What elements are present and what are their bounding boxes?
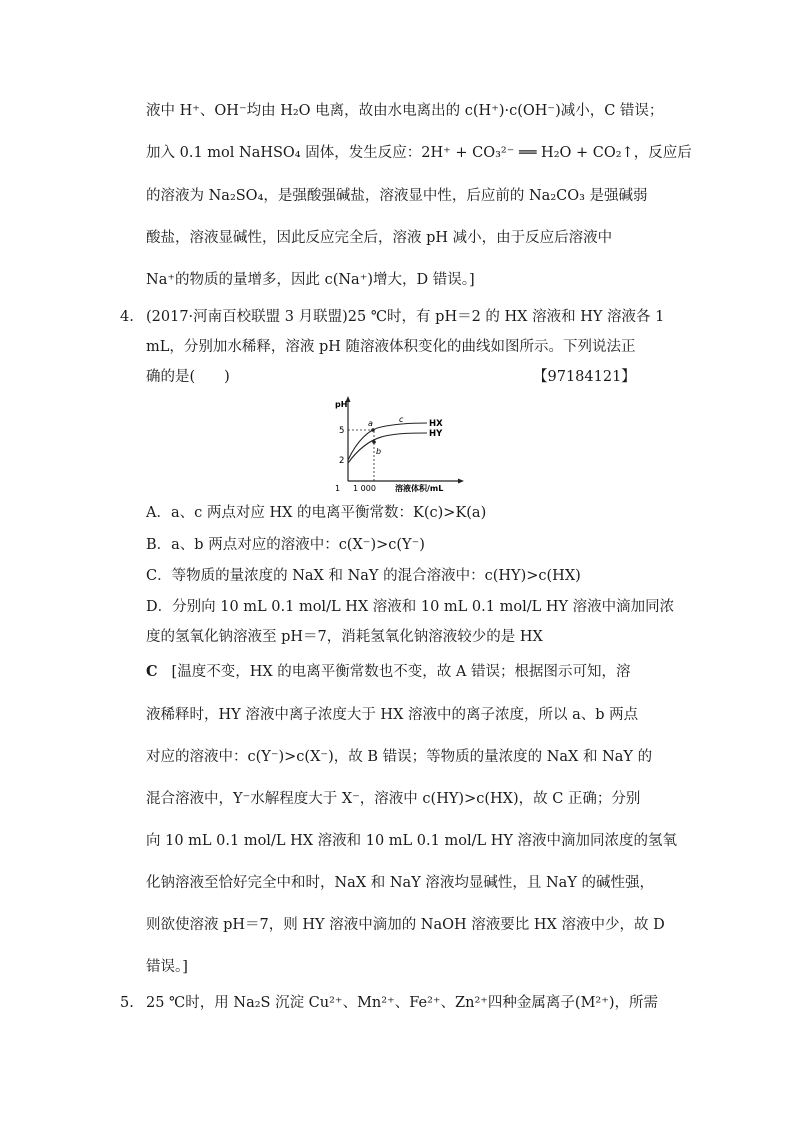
option-c: C．等物质的量浓度的 NaX 和 NaY 的混合溶液中：c(HY)>c(HX) xyxy=(146,568,581,584)
option-d-continued: 度的氢氧化钠溶液至 pH＝7，消耗氢氧化钠溶液较少的是 HX xyxy=(146,629,543,645)
question-number: 5. xyxy=(120,995,134,1011)
curve-hy xyxy=(348,433,427,463)
explanation-line: [温度不变，HX 的电离平衡常数也不变，故 A 错误；根据图示可知，溶 xyxy=(171,664,631,680)
x-tick-label: 1 000 xyxy=(353,484,376,493)
explanation-line: 的溶液为 Na₂SO₄，是强酸强碱盐，溶液显中性，后应前的 Na₂CO₃ 是强碱弱 xyxy=(146,188,648,204)
answer-letter: C xyxy=(146,663,158,680)
point-label-b: b xyxy=(376,447,382,456)
question-stem-line: 确的是( ) xyxy=(146,369,230,385)
curve-label-hx: HX xyxy=(429,419,443,429)
x-tick-label: 1 xyxy=(335,484,341,493)
x-axis-label: 溶液体积/mL xyxy=(395,484,444,493)
curve-hx xyxy=(348,423,427,460)
explanation-line: 加入 0.1 mol NaHSO₄ 固体，发生反应：2H⁺ + CO₃²⁻ ══ H₂O + CO₂↑，反应后 xyxy=(146,145,692,161)
answer-line xyxy=(146,662,630,682)
point-label-c: c xyxy=(399,415,404,424)
option-b: B．a、b 两点对应的溶液中：c(X⁻)>c(Y⁻) xyxy=(146,537,425,553)
explanation-line: 酸盐，溶液显碱性，因此反应完全后，溶液 pH 减小，由于反应后溶液中 xyxy=(146,230,613,246)
x-axis-arrow xyxy=(458,479,464,484)
question-number: 4. xyxy=(120,309,134,325)
y-tick-label: 2 xyxy=(339,456,345,466)
explanation-line: 错误。] xyxy=(146,959,188,975)
y-tick-label: 5 xyxy=(339,426,345,436)
option-a: A．a、c 两点对应 HX 的电离平衡常数：K(c)>K(a) xyxy=(146,505,487,521)
explanation-line: 对应的溶液中：c(Y⁻)>c(X⁻)，故 B 错误；等物质的量浓度的 NaX 和 NaY 的 xyxy=(146,749,653,765)
explanation-line: 液稀释时，HY 溶液中离子浓度大于 HX 溶液中的离子浓度，所以 a、b 两点 xyxy=(146,707,639,723)
point-b xyxy=(372,440,376,444)
explanation-line: 向 10 mL 0.1 mol/L HX 溶液和 10 mL 0.1 mol/L HY 溶液中滴加同浓度的氢氧 xyxy=(146,833,678,849)
explanation-line: 化钠溶液至恰好完全中和时，NaX 和 NaY 溶液均显碱性，且 NaY 的碱性强， xyxy=(146,875,655,891)
question-code: 【97184121】 xyxy=(533,369,636,385)
point-a xyxy=(371,428,375,432)
question-stem-line: 25 ℃时，用 Na₂S 沉淀 Cu²⁺、Mn²⁺、Fe²⁺、Zn²⁺四种金属离子(M²⁺)，所需 xyxy=(146,995,659,1011)
y-axis-label: pH xyxy=(335,400,348,409)
ph-dilution-figure xyxy=(333,393,483,493)
point-label-a: a xyxy=(368,419,373,428)
question-stem-line: (2017·河南百校联盟 3 月联盟)25 ℃时，有 pH＝2 的 HX 溶液和 HY 溶液各 1 xyxy=(146,309,665,325)
explanation-line: 液中 H⁺、OH⁻均由 H₂O 电离，故由水电离出的 c(H⁺)·c(OH⁻)减小，C 错误； xyxy=(146,103,664,119)
option-d: D．分别向 10 mL 0.1 mol/L HX 溶液和 10 mL 0.1 mol/L HY 溶液中滴加同浓 xyxy=(146,599,675,615)
explanation-line: 混合溶液中，Y⁻水解程度大于 X⁻，溶液中 c(HY)>c(HX)，故 C 正确；分别 xyxy=(146,791,641,807)
curve-label-hy: HY xyxy=(429,429,443,439)
explanation-line: 则欲使溶液 pH＝7，则 HY 溶液中滴加的 NaOH 溶液要比 HX 溶液中少，故 D xyxy=(146,917,665,933)
explanation-line: Na⁺的物质的量增多，因此 c(Na⁺)增大，D 错误。] xyxy=(146,272,475,288)
question-stem-line: mL，分别加水稀释，溶液 pH 随溶液体积变化的曲线如图所示。下列说法正 xyxy=(146,339,636,355)
